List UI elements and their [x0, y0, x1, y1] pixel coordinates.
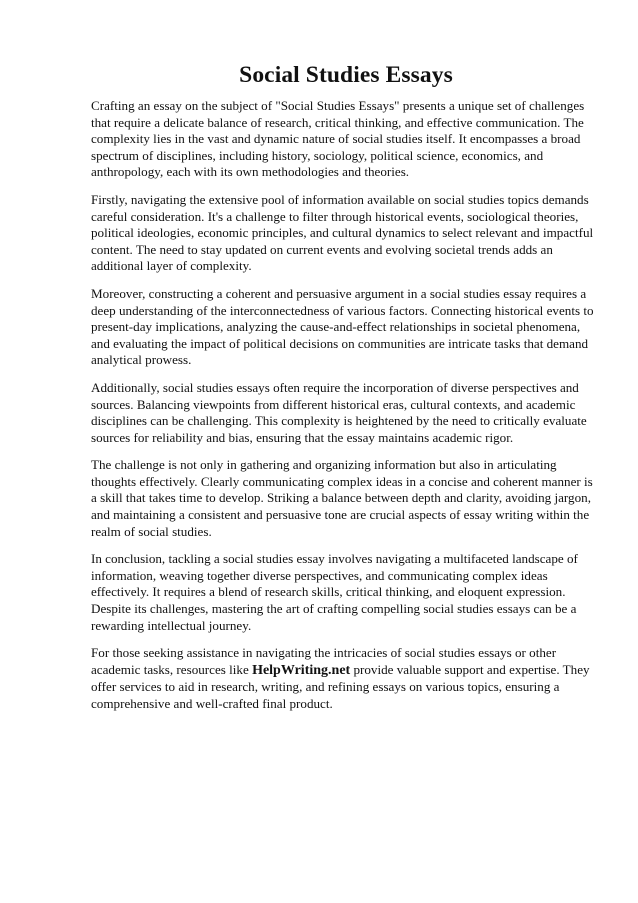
paragraph-challenge: The challenge is not only in gathering and organizing information but also in articulating thoughts effectively. Clearly communicating complex ideas in a concise and coherent manner is a skill that takes time to develop. Striking a balance between depth and clarity, avoiding jargon, and maintaining a consistent and persuasive tone are crucial aspects of essay writing within the realm of social studies.: [91, 457, 593, 539]
closing-text-before: For those seeking assistance in navigating the intricacies of social studies essays or other academic tasks, resources like: [91, 645, 557, 677]
document-title: Social Studies Essays: [239, 62, 453, 88]
paragraph-firstly: Firstly, navigating the extensive pool of information available on social studies topics demands careful consideration. It's a challenge to filter through historical events, sociological theories, political ideologies, economic principles, and cultural dynamics to select relevant and impactful content. The need to stay updated on current events and evolving societal trends adds an additional layer of complexity.: [91, 191, 594, 274]
paragraph-additionally: Additionally, social studies essays often require the incorporation of diverse perspectives and sources. Balancing viewpoints from different historical eras, cultural contexts, and academic disciplines can be challenging. This complexity is heightened by the need to critically evaluate sources for reliability and bias, ensuring that the essay maintains academic rigor.: [91, 379, 587, 445]
closing-text-after: provide valuable support and expertise. They offer services to aid in research, writing, and refining essays on various topics, ensuring a comprehensive and well-crafted final product.: [91, 661, 590, 711]
paragraph-moreover: Moreover, constructing a coherent and persuasive argument in a social studies essay requires a deep understanding of the interconnectedness of various factors. Connecting historical events to present-day implications, analyzing the cause-and-effect relationships in societal phenomena, and evaluating the impact of political decisions on communities are intricate tasks that demand analytical prowess.: [91, 285, 594, 368]
document-page: [91, 60, 601, 724]
brand-name: HelpWriting.net: [252, 662, 351, 678]
paragraph-conclusion: In conclusion, tackling a social studies essay involves navigating a multifaceted landscape of information, weaving together diverse perspectives, and communicating complex ideas effectively. It requires a blend of research skills, critical thinking, and eloquent expression. Despite its challenges, mastering the art of crafting compelling social studies essays can be a rewarding intellectual journey.: [91, 551, 578, 633]
paragraph-closing: [91, 645, 601, 712]
paragraph-intro: Crafting an essay on the subject of "Social Studies Essays" presents a unique set of challenges that require a delicate balance of research, critical thinking, and effective communication. The complexity lies in the vast and dynamic nature of social studies itself. It encompasses a broad spectrum of disciplines, including history, sociology, political science, economics, and anthropology, each with its own methodologies and theories.: [91, 98, 585, 180]
